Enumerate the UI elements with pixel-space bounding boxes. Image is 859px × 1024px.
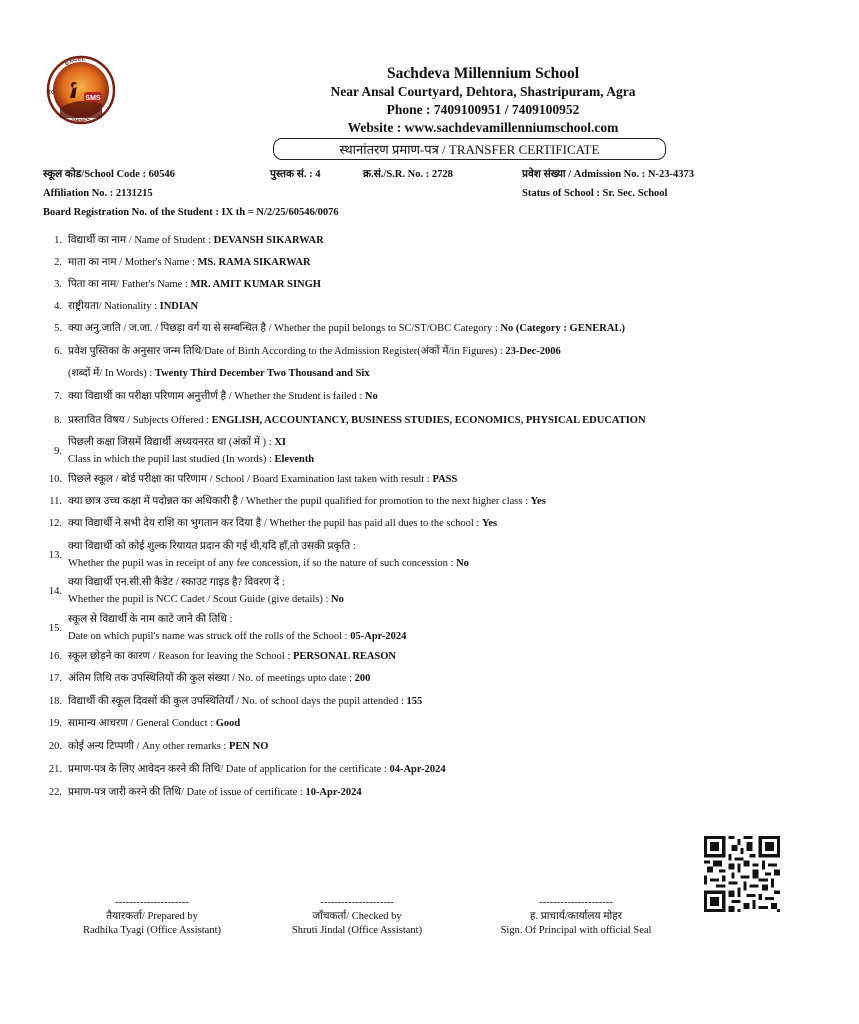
school-name: Sachdeva Millennium School: [386, 65, 580, 82]
school-phone: Phone : 7409100951 / 7409100952: [386, 102, 580, 117]
logo-mark-text: SMS: [85, 95, 101, 102]
school-address: Near Ansal Courtyard, Dehtora, Shastripuram, Agra: [330, 84, 636, 99]
book-number: पुस्तक सं. : 4: [270, 169, 321, 180]
logo-top-text: EXCEL: [64, 56, 86, 68]
certificate-title: स्थानांतरण प्रमाण-पत्र / TRANSFER CERTIFICATE: [273, 138, 666, 160]
affiliation-number: Affiliation No. : 2131215: [43, 188, 153, 199]
principal-signature: --------------------- ह. प्राचार्य/कार्यालय मोहर Sign. Of Principal with official Seal: [500, 897, 652, 936]
school-website: Website : www.sachdevamillenniumschool.com: [347, 120, 619, 135]
qr-code-icon: [704, 836, 780, 912]
school-header: [310, 64, 656, 137]
sr-number: क्र.सं./S.R. No. : 2728: [363, 169, 453, 180]
logo-side-text: TO: [48, 90, 55, 96]
transfer-certificate-page: SMS EXCEL SHINES TO Sachdeva Millennium School Near Ansal Courtyard, Dehtora, Shastripuram, Agra Phone : 7409100951 / 7409100952 Website : www.sachdevamillenniumschool.com स्थानांतरण प्रमाण-पत्र / TRANSFER CERTIFICATE स्कूल कोड/School Code : 60546 पुस्तक सं. : 4 क्र.सं./S.R. No. : 2728 प्रवेश संख्या / Admission No. : N-23-4373 Affiliation No. : 2131215 Status of School : Sr. Sec. School Board Registration No. of the Student : IX th = N/2/25/60546/0076 1. विद्यार्थी का नाम / Name of Student : DEVANSH SIKARWAR 2. माता का नाम / Mother's Name : MS. RAMA SIKARWAR 3. पिता का नाम/ Father's Name : MR. AMIT KUMAR SINGH 4. राष्ट्रीयता/ Nationality : INDIAN 5. क्या अनु.जाति / ज.जा. / पिछड़ा वर्ग या से सम्बन्धित है / Whether the pupil belongs to SC/ST/OBC Category : No (Category : GENERAL) 6. प्रवेश पुस्तिका के अनुसार जन्म तिथि/Date of Birth According to the Admission Register(अंकों में/in Figures) : 23-Dec-2006 (शब्दों में/ In Words) : Twenty Third December Two Thousand and Six 7. क्या विद्यार्थी का परीक्षा परिणाम अनुत्तीर्ण है / Whether the Student is failed : No 8. प्रस्तावित विषय / Subjects Offered : ENGLISH, ACCOUNTANCY, BUSINESS STUDIES, ECONOMICS, PHYSICAL EDUCATION 9. पिछली कक्षा जिसमें विद्यार्थी अध्ययनरत था (अंकों में ) : XI Class in which the pupil last studied (In words) : Eleventh 10. पिछले स्कूल / बोर्ड परीक्षा का परिणाम / School / Board Examination last taken with result : PASS 11. क्या छात्र उच्च कक्षा में पदोन्नत का अधिकारी है / Whether the pupil qualified for promotion to the next higher class : Yes 12. क्या विद्यार्थी ने सभी देय राशि का भुगतान कर दिया है / Whether the pupil has paid all dues to the school : Yes 13. क्या विद्यार्थी को कोई शुल्क रियायत प्रदान की गई थी,यदि हाँ,तो उसकी प्रकृति : Whether the pupil was in receipt of any fee concession, if so the nature of such concession : No 14. क्या विद्यार्थी एन.सी.सी कैडेट / स्काउट गाइड है? विवरण दें : Whether the pupil is NCC Cadet / Scout Guide (give details) : No 15. स्कूल से विद्यार्थी के नाम काटे जाने की तिथि : Date on which pupil's name was struck off the rolls of the School : 05-Apr-2024 16. स्कूल छोड़ने का कारण / Reason for leaving the School : PERSONAL REASON 17. अंतिम तिथि तक उपस्थितियों की कुल संख्या / No. of meetings upto date : 200 18. विद्यार्थी की स्कूल दिवसों की कुल उपस्थितियाँ / No. of school days the pupil attended : 155 19. सामान्य आचरण / General Conduct : Good 20. कोई अन्य टिप्पणी / Any other remarks : PEN NO 21. प्रमाण-पत्र के लिए आवेदन करने की तिथि/ Date of application for the certificate : 04-Apr-2024 22. प्रमाण-पत्र जारी करने की तिथि/ Date of issue of certificate : 10-Apr-2024 --------------------- तैयारकर्ता/ Prepared by Radhika Tyagi (Office Assistant) --------------------- जाँचकर्ता/ Checked by Shruti Jindal (Office Assistant) --------------------- ह. प्राचार्य/कार्यालय मोहर Sign. Of Principal with official Seal: [0, 0, 859, 1024]
board-registration: Board Registration No. of the Student : IX th = N/2/25/60546/0076: [43, 207, 339, 218]
school-status: Status of School : Sr. Sec. School: [522, 188, 668, 199]
school-logo-icon: [40, 38, 122, 138]
admission-number: प्रवेश संख्या / Admission No. : N-23-4373: [522, 169, 694, 180]
prepared-by-signature: --------------------- तैयारकर्ता/ Prepared by Radhika Tyagi (Office Assistant): [83, 897, 221, 936]
logo-bottom-text: SHINES: [69, 116, 92, 125]
school-code: स्कूल कोड/School Code : 60546: [43, 169, 175, 180]
checked-by-signature: --------------------- जाँचकर्ता/ Checked by Shruti Jindal (Office Assistant): [291, 897, 423, 936]
